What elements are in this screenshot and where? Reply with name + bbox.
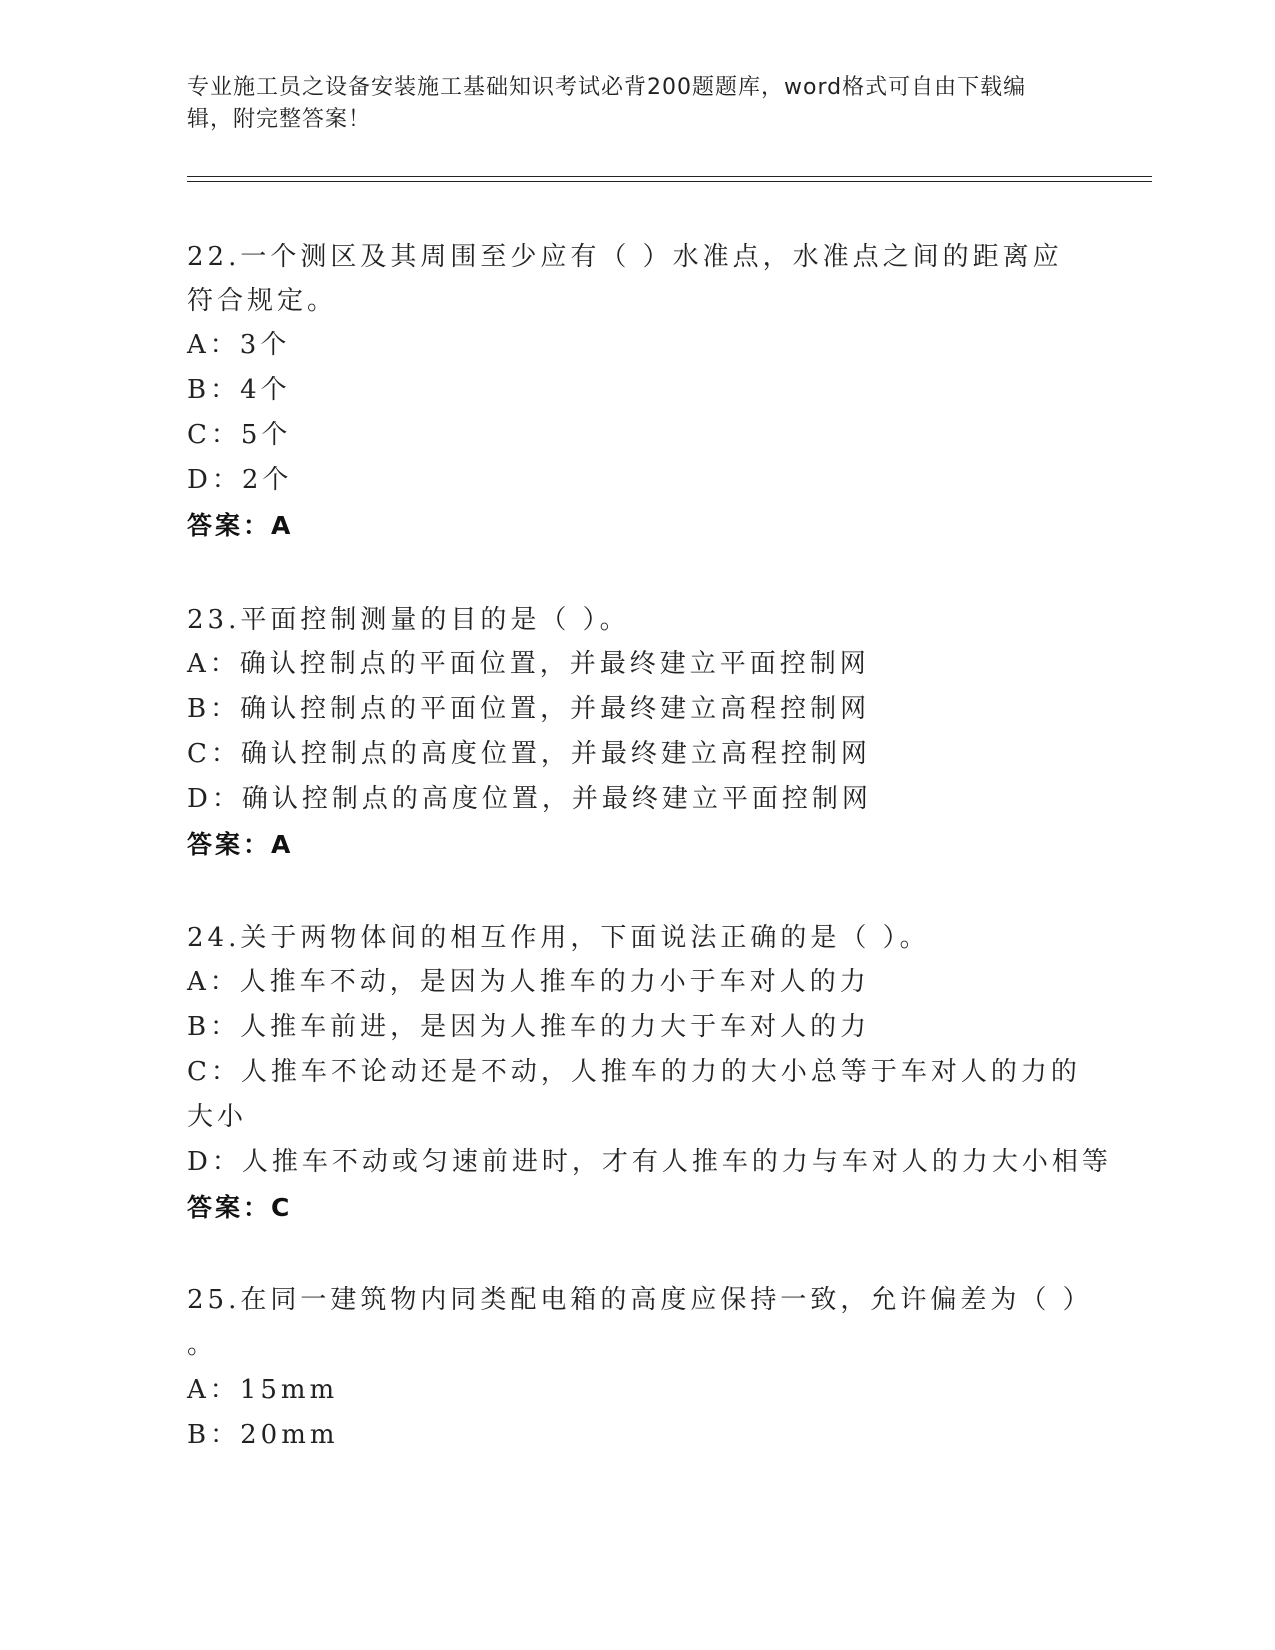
option-c: C：确认控制点的高度位置，并最终建立高程控制网	[187, 739, 871, 769]
option-a: A：确认控制点的平面位置，并最终建立平面控制网	[187, 649, 870, 679]
option-c: C：5个	[187, 420, 292, 450]
header-divider-top	[187, 176, 1152, 177]
question-24	[187, 916, 1112, 1230]
question-stem: 24.关于两物体间的相互作用，下面说法正确的是（ ）。	[187, 923, 930, 953]
option-d: D：确认控制点的高度位置，并最终建立平面控制网	[187, 784, 872, 814]
question-stem-tail: 。	[187, 1330, 218, 1360]
question-stem: 22.一个测区及其周围至少应有（ ）水准点，水准点之间的距离应符合规定。	[187, 242, 1063, 316]
option-b: B：4个	[187, 375, 291, 405]
question-stem: 25.在同一建筑物内同类配电箱的高度应保持一致，允许偏差为（ ）	[187, 1285, 1093, 1315]
option-d: D：人推车不动或匀速前进时，才有人推车的力与车对人的力大小相等	[187, 1147, 1112, 1177]
option-c: C：人推车不论动还是不动，人推车的力的大小总等于车对人的力的大小	[187, 1057, 1081, 1132]
option-b: B：人推车前进，是因为人推车的力大于车对人的力	[187, 1012, 871, 1042]
option-b: B：20mm	[187, 1420, 339, 1450]
question-22	[187, 235, 1087, 548]
option-a: A：15mm	[187, 1375, 339, 1405]
document-header: 专业施工员之设备安装施工基础知识考试必背200题题库，word格式可自由下载编辑，附完整答案！	[187, 75, 1027, 132]
option-a: A：人推车不动，是因为人推车的力小于车对人的力	[187, 967, 870, 997]
question-stem: 23.平面控制测量的目的是（ ）。	[187, 605, 630, 635]
header-divider-bottom	[187, 181, 1152, 182]
answer-line: 答案：A	[187, 511, 294, 540]
answer-line: 答案：C	[187, 1193, 293, 1222]
answer-line: 答案：A	[187, 830, 294, 859]
option-d: D：2个	[187, 465, 293, 495]
question-25	[187, 1278, 1093, 1458]
option-a: A：3个	[187, 330, 291, 360]
question-23	[187, 598, 1087, 867]
option-b: B：确认控制点的平面位置，并最终建立高程控制网	[187, 694, 871, 724]
